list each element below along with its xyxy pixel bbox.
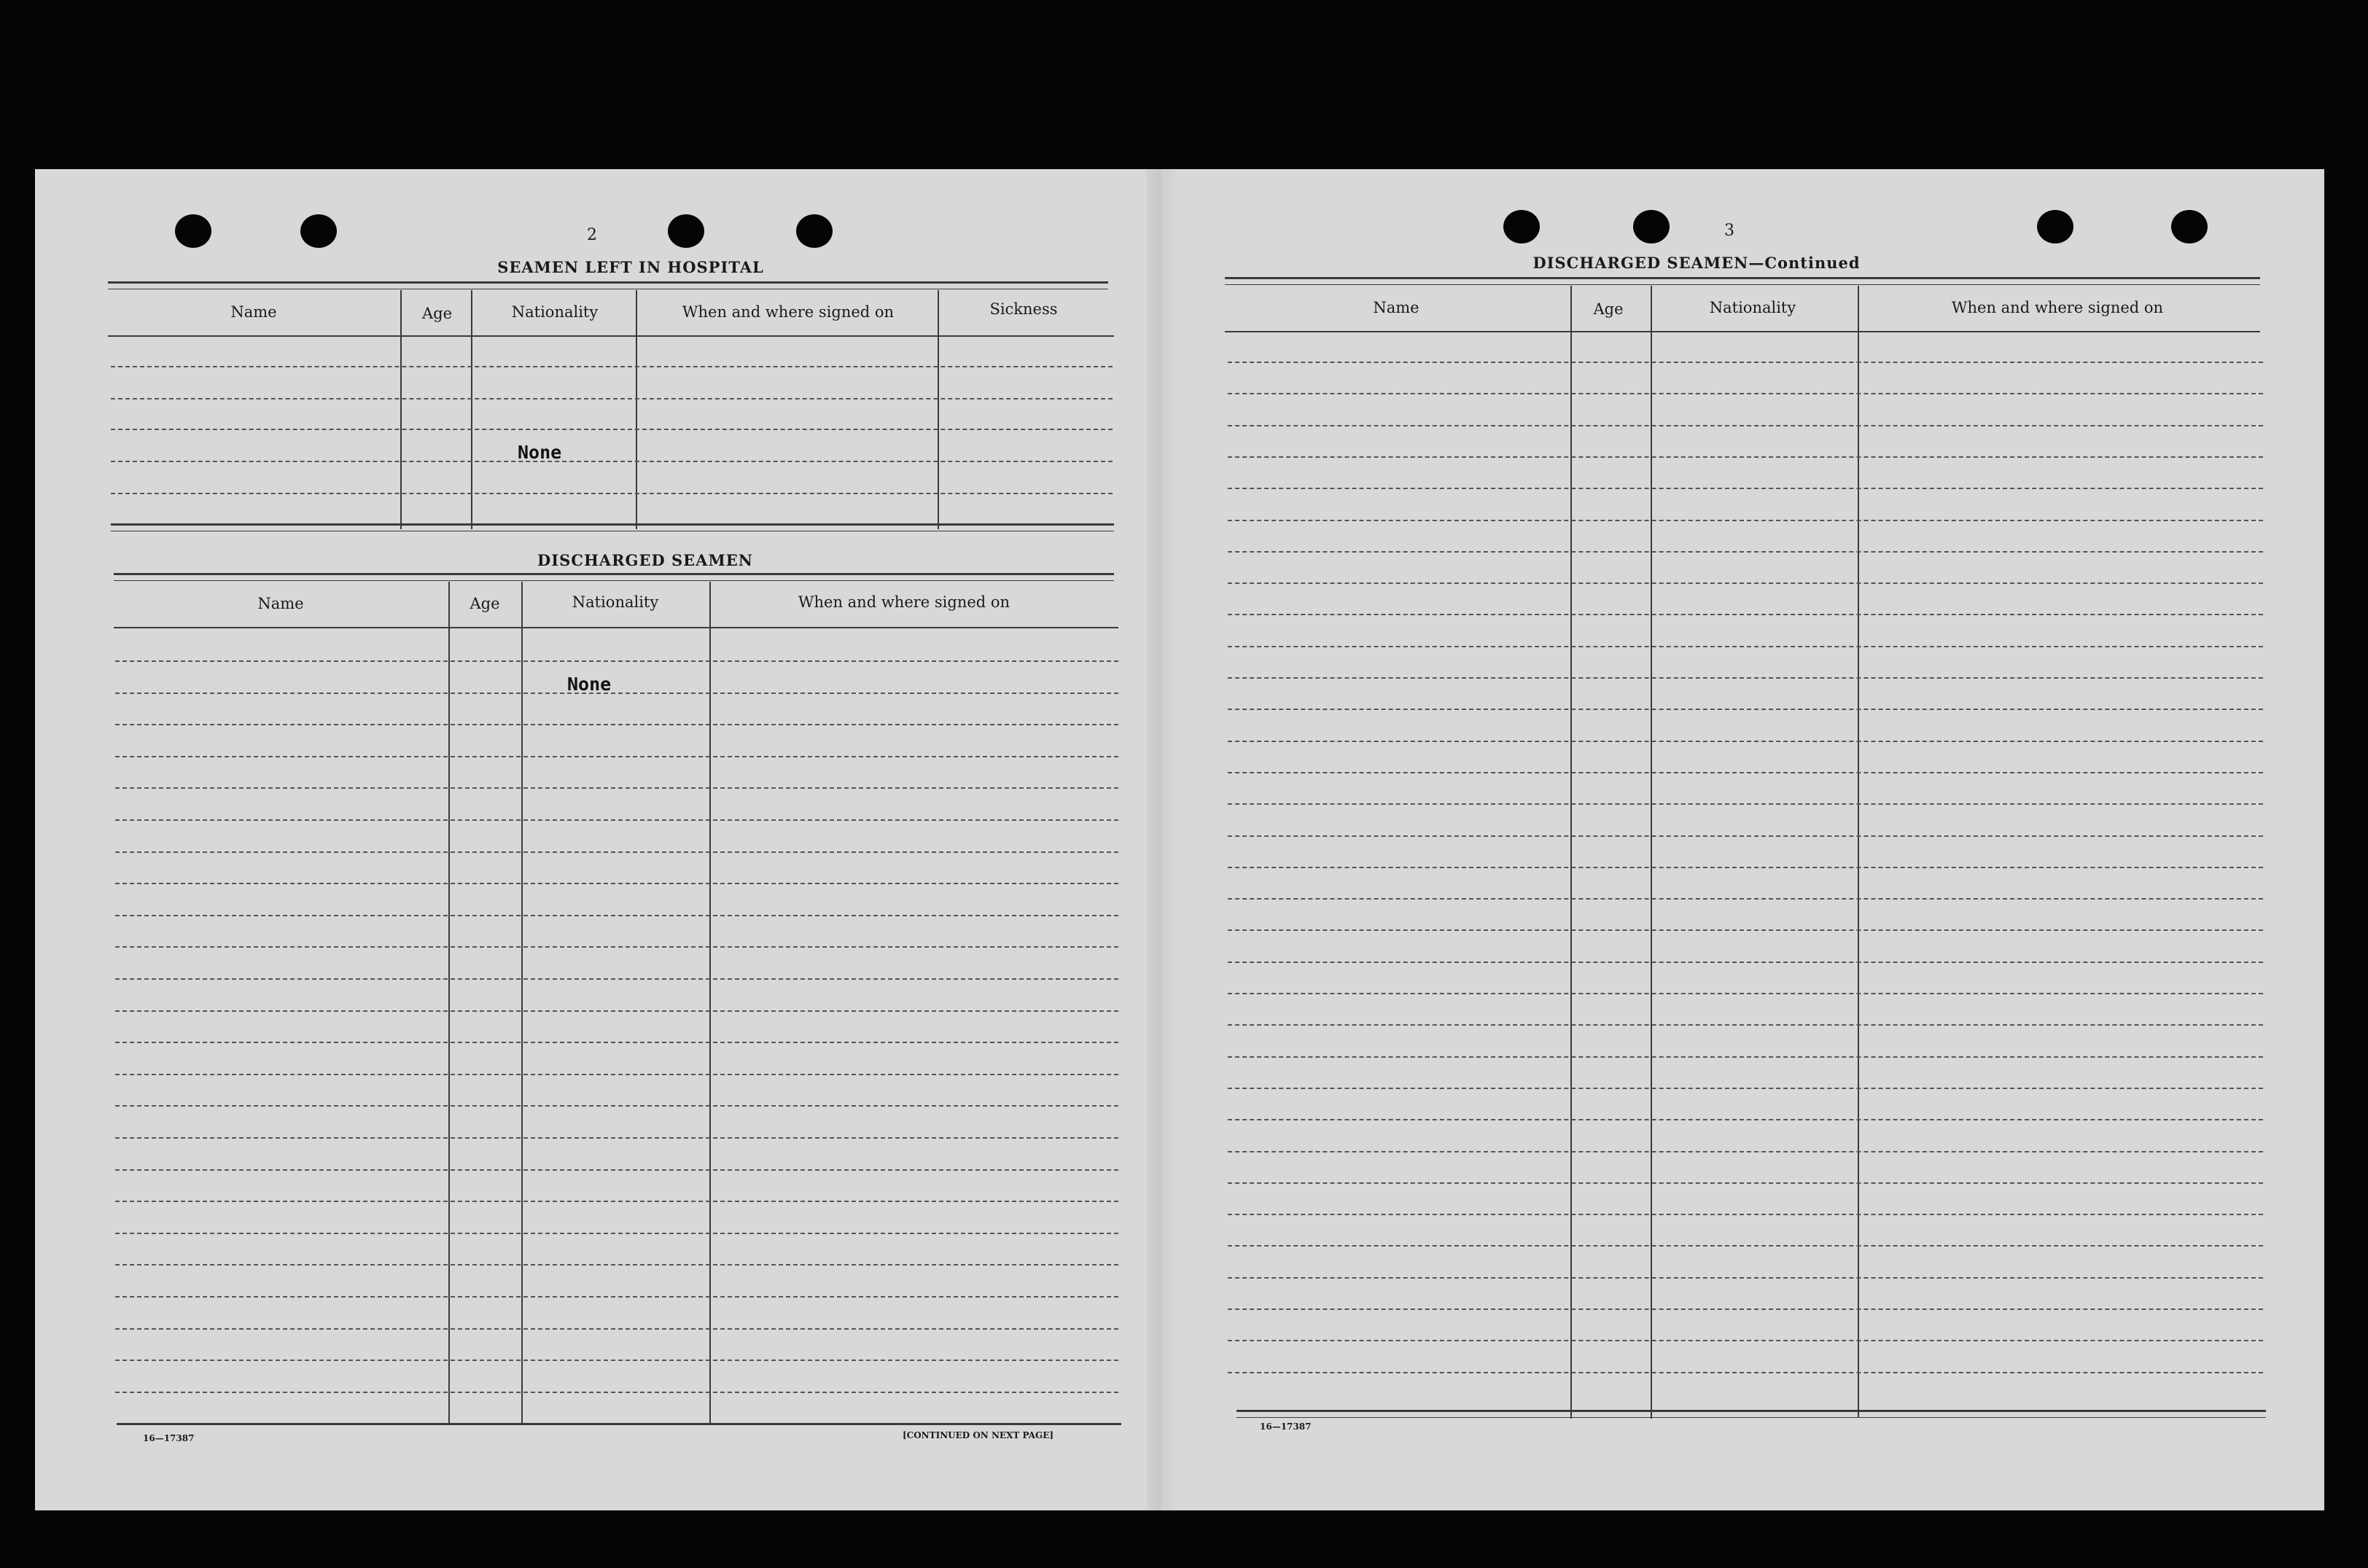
hospital-top-rule (108, 281, 1108, 289)
row-line (1228, 1182, 2263, 1184)
discharged-col-age: Age (470, 595, 500, 612)
row-line (1228, 803, 2263, 805)
discharged-col-nationality: Nationality (572, 593, 659, 611)
hospital-row-line (111, 493, 1113, 494)
page-number-right: 3 (1724, 222, 1734, 240)
continued-col-name: Name (1373, 299, 1419, 316)
form-number-right: 16—17387 (1260, 1421, 1312, 1432)
row-line (1228, 1024, 2263, 1026)
row-line (115, 1360, 1118, 1361)
continued-col-age: Age (1593, 300, 1624, 318)
discharged-divider (448, 582, 450, 1424)
row-line (1228, 1088, 2263, 1089)
row-line (1228, 582, 2263, 584)
punch-hole (668, 214, 704, 248)
row-line (115, 1042, 1118, 1043)
discharged-top-rule (114, 573, 1114, 581)
row-line (1228, 393, 2263, 394)
row-line (1228, 1372, 2263, 1373)
row-line (115, 851, 1118, 853)
discharged-continued-title: DISCHARGED SEAMEN—Continued (1532, 254, 1861, 272)
page-fold (1147, 169, 1176, 1510)
form-number-left: 16—17387 (143, 1433, 195, 1443)
row-line (115, 946, 1118, 948)
row-line (1228, 1119, 2263, 1120)
row-line (1228, 520, 2263, 521)
discharged-divider (521, 582, 523, 1424)
row-line (1228, 772, 2263, 773)
hospital-section-title: SEAMEN LEFT IN HOSPITAL (497, 258, 764, 276)
row-line (115, 1328, 1118, 1330)
row-line (1228, 993, 2263, 994)
row-line (1228, 709, 2263, 710)
discharged-section-title: DISCHARGED SEAMEN (537, 551, 753, 569)
row-line (1228, 1245, 2263, 1247)
row-line (1228, 425, 2263, 426)
row-line (115, 978, 1118, 980)
punch-hole (1633, 210, 1670, 243)
row-line (115, 883, 1118, 884)
row-line (115, 756, 1118, 757)
punch-hole (2171, 210, 2208, 243)
row-line (1228, 488, 2263, 489)
row-line (1228, 362, 2263, 363)
continued-divider (1858, 286, 1859, 1417)
row-line (115, 1074, 1118, 1075)
discharged-bottom-rule (117, 1423, 1121, 1425)
hospital-row-line (111, 429, 1113, 430)
row-line (115, 1296, 1118, 1298)
row-line (115, 1010, 1118, 1012)
punch-hole (300, 214, 337, 248)
discharged-col-name: Name (257, 595, 304, 612)
continued-col-nationality: Nationality (1709, 299, 1796, 316)
row-line (1228, 741, 2263, 742)
punch-hole (175, 214, 211, 248)
hospital-col-name: Name (230, 303, 277, 321)
row-line (1228, 1151, 2263, 1152)
punch-hole (1503, 210, 1540, 243)
hospital-header-rule (108, 335, 1114, 337)
row-line (1228, 456, 2263, 458)
discharged-entry-none: None (567, 674, 612, 695)
row-line (1228, 835, 2263, 837)
row-line (115, 787, 1118, 789)
row-line (1228, 1308, 2263, 1310)
row-line (1228, 1277, 2263, 1279)
page-number-left: 2 (587, 226, 597, 244)
row-line (1228, 1056, 2263, 1058)
row-line (115, 819, 1118, 821)
continued-note: [CONTINUED ON NEXT PAGE] (903, 1430, 1054, 1440)
row-line (1228, 898, 2263, 900)
document-sheet (35, 169, 2324, 1510)
row-line (1228, 929, 2263, 931)
row-line (115, 1201, 1118, 1202)
hospital-row-line (111, 366, 1113, 367)
hospital-col-age: Age (421, 305, 453, 322)
discharged-col-signed-on: When and where signed on (798, 593, 1010, 611)
row-line (115, 660, 1118, 662)
row-line (1228, 677, 2263, 679)
row-line (1228, 614, 2263, 615)
continued-col-signed-on: When and where signed on (1951, 299, 2164, 316)
row-line (115, 1233, 1118, 1234)
continued-bottom-rule (1236, 1410, 2266, 1418)
row-line (1228, 646, 2263, 647)
punch-hole (796, 214, 833, 248)
punch-hole (2037, 210, 2073, 243)
row-line (115, 1392, 1118, 1393)
row-line (1228, 1214, 2263, 1215)
continued-header-rule (1225, 331, 2260, 332)
discharged-divider (709, 582, 711, 1424)
hospital-row-line (111, 461, 1113, 462)
row-line (115, 1264, 1118, 1265)
hospital-col-sickness: Sickness (989, 300, 1058, 318)
hospital-bottom-rule (111, 523, 1114, 531)
row-line (1228, 962, 2263, 963)
row-line (115, 1137, 1118, 1139)
row-line (115, 724, 1118, 725)
hospital-col-nationality: Nationality (511, 303, 599, 321)
hospital-row-line (111, 398, 1113, 399)
discharged-header-rule (114, 627, 1118, 628)
hospital-entry-none: None (518, 442, 562, 463)
row-line (1228, 867, 2263, 868)
hospital-col-signed-on: When and where signed on (682, 303, 895, 321)
row-line (1228, 551, 2263, 553)
continued-top-rule (1225, 277, 2260, 285)
row-line (115, 1105, 1118, 1107)
row-line (115, 1169, 1118, 1171)
row-line (115, 915, 1118, 916)
row-line (115, 693, 1118, 694)
row-line (1228, 1340, 2263, 1341)
